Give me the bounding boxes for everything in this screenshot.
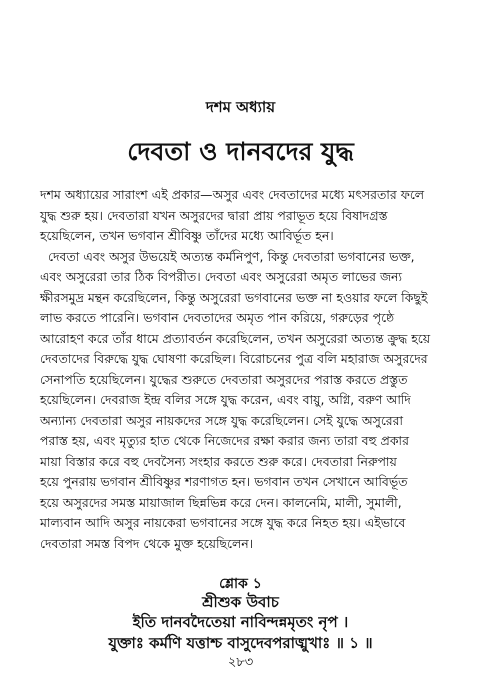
- text-line: হয়ে অসুরদের সমস্ত মায়াজাল ছিন্নভিন্ন করে দেন। কালনেমি, মালী, সুমালী,: [40, 495, 402, 510]
- text-line: দেবতারা সমস্ত বিপদ থেকে মুক্ত হয়েছিলেন।: [40, 536, 254, 551]
- text-line: আরোহণ করে তাঁর ধামে প্রত্যাবর্তন করেছিলেন, তখন অসুরেরা অত্যন্ত ক্রুদ্ধ হয়ে: [40, 331, 431, 346]
- text-line: অন্যান্য দেবতারা অসুর নায়কদের সঙ্গে যুদ্ধ করেছিলেন। সেই যুদ্ধে অসুরেরা: [40, 413, 404, 428]
- verse-line: যুক্তাঃ কর্মণি যত্তাশ্চ বাসুদেবপরাঙ্মুখাঃ ॥ ১ ॥: [108, 634, 373, 652]
- text-line: এবং অসুরেরা তার ঠিক বিপরীত। দেবতা এবং অসুরেরা অমৃত লাভের জন্য: [40, 270, 403, 284]
- text-line: পরাস্ত হয়, এবং মৃত্যুর হাত থেকে নিজেদের রক্ষা করার জন্য তারা বহু প্রকার: [40, 434, 409, 448]
- text-line: হয়েছিলেন। দেবরাজ ইন্দ্র বলির সঙ্গে যুদ্ধ করেন, এবং বায়ু, অগ্নি, বরুণ আদি: [40, 393, 411, 407]
- chapter-title: দেবতা ও দানবদের যুদ্ধ: [127, 137, 354, 166]
- text-line: দেবতাদের বিরুদ্ধে যুদ্ধ ঘোষণা করেছিল। বিরোচনের পুত্র বলি মহারাজ অসুরদের: [40, 352, 428, 366]
- text-line: লাভ করতে পারেনি। ভগবান দেবতাদের অমৃত পান করিয়ে, গরুড়ের পৃষ্ঠে: [40, 311, 395, 325]
- verse-label: শ্লোক ১: [219, 576, 262, 592]
- verse-line: ইতি দানবদৈতেয়া নাবিন্দন্নমৃতং নৃপ ।: [132, 613, 349, 631]
- text-line: সেনাপতি হয়েছিলেন। যুদ্ধের শুরুতে দেবতারা অসুরদের পরাস্ত করতে প্রস্তুত: [40, 372, 408, 387]
- text-line: মায়া বিস্তার করে বহু দেবসৈন্য সংহার করতে শুরু করে। দেবতারা নিরুপায়: [40, 454, 397, 469]
- text-line: মাল্যবান আদি অসুর নায়কেরা ভগবানের সঙ্গে যুদ্ধ করে নিহত হয়। এইভাবে: [40, 516, 406, 530]
- text-line: ক্ষীরসমুদ্র মন্থন করেছিলেন, কিন্তু অসুরেরা ভগবানের ভক্ত না হওয়ার ফলে কিছুই: [40, 290, 428, 305]
- chapter-label: দশম অধ্যায়: [205, 98, 276, 116]
- verse-speaker: শ্রীশুক উবাচ: [202, 593, 279, 611]
- text-line: দশম অধ্যায়ের সারাংশ এই প্রকার—অসুর এবং দেবতাদের মধ্যে মৎসরতার ফলে: [40, 188, 425, 202]
- page-number: ২৮৩: [227, 655, 254, 670]
- text-line: দেবতা এবং অসুর উভয়েই অত্যন্ত কর্মনিপুণ, কিন্তু দেবতারা ভগবানের ভক্ত,: [48, 249, 415, 264]
- text-line: হয়েছিলেন, তখন ভগবান শ্রীবিষ্ণু তাঁদের মধ্যে আবির্ভূত হন।: [40, 229, 334, 243]
- text-line: হয়ে পুনরায় ভগবান শ্রীবিষ্ণুর শরণাগত হন। ভগবান তখন সেখানে আবির্ভূত: [40, 475, 408, 489]
- summary-text: [40, 185, 460, 554]
- text-line: যুদ্ধ শুরু হয়। দেবতারা যখন অসুরদের দ্বারা প্রায় পরাভূত হয়ে বিষাদগ্রস্ত: [40, 208, 388, 223]
